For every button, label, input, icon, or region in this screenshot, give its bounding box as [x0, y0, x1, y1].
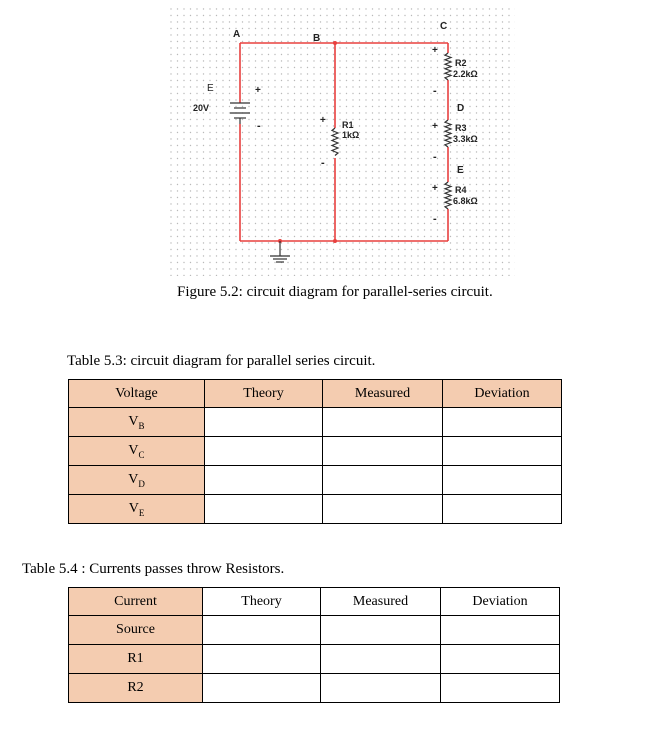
node-e-label: E	[457, 165, 464, 176]
circuit-diagram	[170, 8, 515, 276]
table-cell[interactable]	[443, 466, 562, 495]
deviation-column-header: Deviation	[441, 588, 560, 616]
r3-minus-sign: -	[433, 151, 437, 163]
table-cell[interactable]	[323, 495, 443, 524]
table-cell[interactable]	[205, 408, 323, 437]
r2-value-label: 2.2kΩ	[453, 69, 478, 79]
r2-plus-sign: +	[432, 45, 438, 56]
table-cell[interactable]	[321, 645, 441, 674]
table-row	[69, 408, 562, 437]
table-cell[interactable]	[323, 466, 443, 495]
voltage-ve-label: $V_E$	[69, 495, 205, 524]
table-cell[interactable]	[323, 408, 443, 437]
voltage-vb-label: $V_B$	[69, 408, 205, 437]
current-r1-label: R1	[69, 645, 203, 674]
table-cell[interactable]	[441, 616, 560, 645]
r1-value-label: 1kΩ	[342, 130, 360, 140]
table-cell[interactable]	[321, 674, 441, 703]
table-5-3-caption: Table 5.3: circuit diagram for parallel series circuit.	[67, 353, 376, 369]
table-cell[interactable]	[441, 674, 560, 703]
node-d-label: D	[457, 103, 465, 114]
r2-name-label: R2	[455, 58, 467, 68]
table-row	[69, 466, 562, 495]
r3-value-label: 3.3kΩ	[453, 134, 478, 144]
table-row	[69, 495, 562, 524]
measured-column-header: Measured	[323, 380, 443, 408]
table-cell[interactable]	[205, 466, 323, 495]
theory-column-header: Theory	[203, 588, 321, 616]
voltage-table-header-row	[69, 380, 562, 408]
table-5-4-caption: Table 5.4 : Currents passes throw Resistors.	[22, 561, 285, 577]
source-name-label: E	[207, 83, 214, 94]
r1-name-label: R1	[342, 120, 354, 130]
table-cell[interactable]	[443, 408, 562, 437]
theory-column-header: Theory	[205, 380, 323, 408]
table-cell[interactable]	[203, 616, 321, 645]
r4-plus-sign: +	[432, 183, 438, 194]
r4-name-label: R4	[455, 185, 467, 195]
table-cell[interactable]	[205, 495, 323, 524]
r2-minus-sign: -	[433, 85, 437, 97]
table-cell[interactable]	[321, 616, 441, 645]
node-c-label: C	[440, 21, 448, 32]
current-column-header: Current	[69, 588, 203, 616]
source-voltage-label: 20V	[193, 103, 210, 113]
table-cell[interactable]	[441, 645, 560, 674]
source-minus-sign: -	[257, 120, 261, 132]
table-cell[interactable]	[203, 674, 321, 703]
junction-b-dot	[333, 41, 337, 45]
r4-value-label: 6.8kΩ	[453, 196, 478, 206]
current-table-header-row	[69, 588, 560, 616]
current-source-label: Source	[69, 616, 203, 645]
source-plus-sign: +	[255, 85, 261, 96]
voltage-vd-label: $V_D$	[69, 466, 205, 495]
table-row	[69, 674, 560, 703]
r4-minus-sign: -	[433, 213, 437, 225]
table-row	[69, 616, 560, 645]
node-a-label: A	[233, 29, 241, 40]
table-row	[69, 645, 560, 674]
r3-name-label: R3	[455, 123, 467, 133]
current-table	[68, 587, 560, 703]
table-row	[69, 437, 562, 466]
deviation-column-header: Deviation	[443, 380, 562, 408]
voltage-table	[68, 379, 562, 524]
current-r2-label: R2	[69, 674, 203, 703]
voltage-column-header: Voltage	[69, 380, 205, 408]
junction-bottom-dot	[333, 239, 337, 243]
r1-minus-sign: -	[321, 157, 325, 169]
r3-plus-sign: +	[432, 121, 438, 132]
table-cell[interactable]	[443, 495, 562, 524]
r1-plus-sign: +	[320, 115, 326, 126]
measured-column-header: Measured	[321, 588, 441, 616]
table-cell[interactable]	[323, 437, 443, 466]
table-cell[interactable]	[443, 437, 562, 466]
table-cell[interactable]	[203, 645, 321, 674]
figure-caption: Figure 5.2: circuit diagram for parallel-series circuit.	[177, 284, 493, 300]
voltage-vc-label: $V_C$	[69, 437, 205, 466]
table-cell[interactable]	[205, 437, 323, 466]
node-b-label: B	[313, 33, 321, 44]
